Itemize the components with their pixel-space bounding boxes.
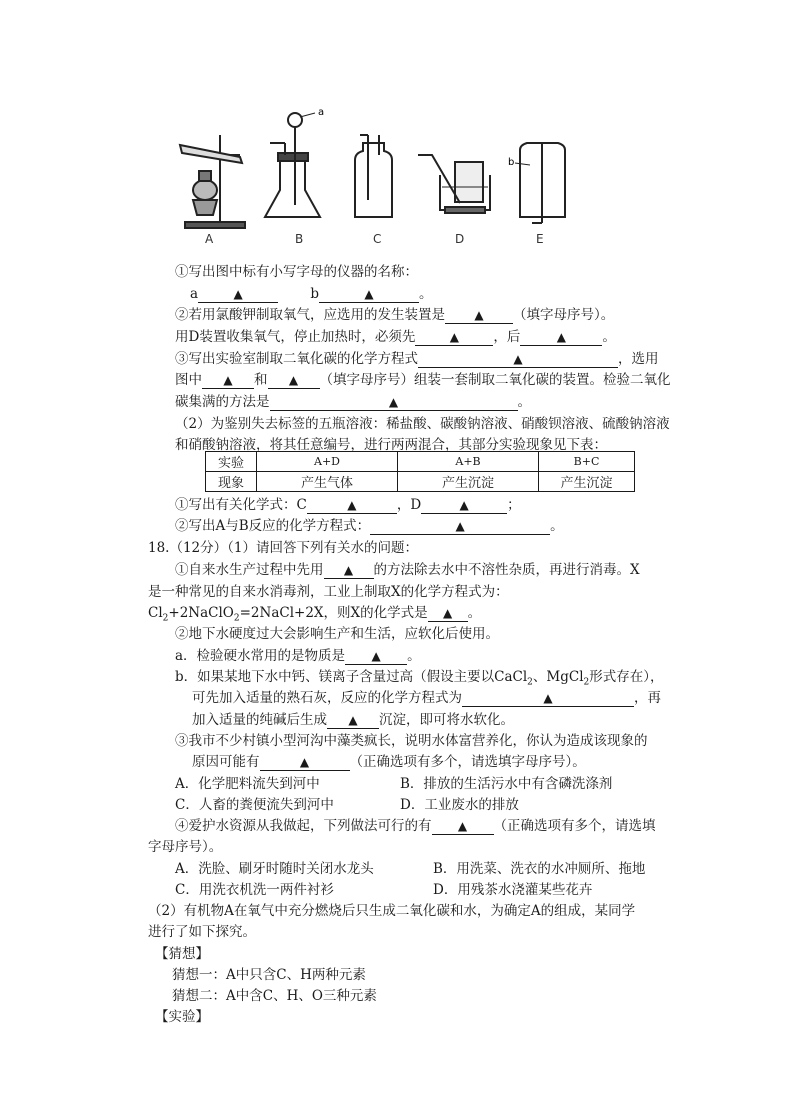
apparatus-figure — [170, 105, 570, 255]
answer-blank[interactable]: ▲ — [462, 689, 634, 707]
q17-p4: ③写出实验室制取二氧化碳的化学方程式 ▲ ，选用 — [175, 351, 659, 367]
q17-p1: ①写出图中标有小写字母的仪器的名称： — [175, 264, 418, 280]
q17-p7: （2）为鉴别失去标签的五瓶溶液：稀盐酸、碳酸钠溶液、硝酸钡溶液、硫酸钠溶液 — [175, 416, 670, 432]
answer-blank[interactable]: ▲ — [428, 604, 468, 622]
q18-l7: b．如果某地下水中钙、镁离子含量过高（假设主要以CaCl$_2$、MgCl$_2$形式存在）， — [175, 669, 664, 688]
q17-p9: ①写出有关化学式：C ▲ ，D ▲ ； — [175, 497, 521, 513]
q18-opt2-d: D．用残茶水浇灌某些花卉 — [433, 882, 593, 898]
answer-blank[interactable]: ▲ — [345, 647, 407, 665]
q18-l18: （2）有机物A在氧气中充分燃烧后只生成二氧化碳和水，为确定A的组成，某同学 — [148, 903, 636, 919]
q18-opt-d: D．工业废水的排放 — [400, 797, 519, 813]
label-a: A — [205, 232, 214, 246]
q17-p3: 用D装置收集氧气，停止加热时，必须先 ▲ ，后 ▲ 。 — [175, 329, 616, 345]
q17-p1-answers: a ▲ b ▲ 。 — [190, 286, 433, 302]
apparatus-a — [180, 135, 245, 228]
q18-l4: $Cl_2+2NaClO_2=2NaCl+2X$，则X的化学式是 ▲ 。 — [148, 605, 482, 624]
answer-blank[interactable]: ▲ — [327, 711, 379, 729]
apparatus-b — [265, 113, 320, 217]
q18-l14: ④爱护水资源从我做起，下列做法可行的有 ▲ （正确选项有多个，请选填 — [175, 818, 656, 834]
answer-blank[interactable]: ▲ — [319, 285, 419, 303]
answer-blank[interactable]: ▲ — [268, 371, 320, 389]
q18-l11: 原因可能有 ▲ （正确选项有多个，请选填字母序号）。 — [192, 754, 586, 770]
q18-l2: ①自来水生产过程中先用 ▲ 的方法除去水中不溶性杂质，再进行消毒。X — [175, 562, 640, 578]
answer-blank[interactable]: ▲ — [270, 393, 518, 411]
q18-opt2-a: A．洗脸、刷牙时随时关闭水龙头 — [175, 861, 374, 877]
label-e: E — [536, 232, 544, 246]
q18-l6: a．检验硬水常用的是物质是 ▲ 。 — [175, 648, 421, 664]
q18-opt2-b: B．用洗菜、洗衣的水冲厕所、拖地 — [433, 861, 646, 877]
answer-blank[interactable]: ▲ — [445, 306, 513, 324]
experiment-table — [205, 451, 635, 492]
table-row: 实验 A+D A+B B+C — [206, 452, 635, 472]
q18-l8: 可先加入适量的熟石灰，反应的化学方程式为 ▲ ，再 — [192, 690, 661, 706]
answer-blank[interactable]: ▲ — [418, 350, 618, 368]
answer-blank[interactable]: ▲ — [198, 285, 278, 303]
q17-p8: 和硝酸钠溶液，将其任意编号，进行两两混合，其部分实验现象见下表： — [175, 437, 607, 453]
q18-l15: 字母序号）。 — [148, 839, 223, 855]
answer-blank[interactable]: ▲ — [432, 817, 494, 835]
q17-p6: 碳集满的方法是 ▲ 。 — [175, 394, 531, 410]
q18-opt-c: C．人畜的粪便流失到河中 — [175, 797, 334, 813]
answer-blank[interactable]: ▲ — [307, 496, 397, 514]
q18-l5: ②地下水硬度过大会影响生产和生活，应软化后使用。 — [175, 626, 499, 642]
guess-two: 猜想二：A中含C、H、O三种元素 — [172, 988, 377, 1004]
answer-blank[interactable]: ▲ — [260, 753, 350, 771]
answer-blank[interactable]: ▲ — [520, 328, 602, 346]
q17-p5: 图中 ▲ 和 ▲ （填字母序号）组装一套制取二氧化碳的装置。检验二氧化 — [175, 372, 671, 388]
section-experiment: 【实验】 — [155, 1009, 209, 1025]
label-d: D — [455, 232, 465, 246]
mark-b: b — [508, 157, 515, 168]
apparatus-c — [355, 135, 392, 217]
answer-blank[interactable]: ▲ — [415, 328, 493, 346]
apparatus-d — [418, 155, 490, 213]
q17-p10: ②写出A与B反应的化学方程式： ▲ 。 — [175, 518, 564, 534]
q18-l19: 进行了如下探究。 — [148, 924, 256, 940]
label-b: B — [295, 232, 304, 246]
q18-opt-a: A．化学肥料流失到河中 — [175, 776, 320, 792]
table-row: 现象 产生气体 产生沉淀 产生沉淀 — [206, 472, 635, 492]
answer-blank[interactable]: ▲ — [370, 517, 550, 535]
guess-one: 猜想一：A中只含C、H两种元素 — [172, 967, 366, 983]
section-guess: 【猜想】 — [155, 946, 209, 962]
apparatus-e — [515, 143, 565, 223]
q18-opt2-c: C．用洗衣机洗一两件衬衫 — [175, 882, 334, 898]
q18-l10: ③我市不少村镇小型河沟中藻类疯长，说明水体富营养化，你认为造成该现象的 — [175, 733, 648, 749]
q18-l9: 加入适量的纯碱后生成 ▲ 沉淀，即可将水软化。 — [192, 712, 514, 728]
mark-a: a — [318, 107, 325, 118]
q18-l3: 是一种常见的自来水消毒剂，工业上制取X的化学方程式为： — [148, 584, 509, 600]
label-c: C — [373, 232, 382, 246]
answer-blank[interactable]: ▲ — [202, 371, 254, 389]
q17-p2: ②若用氯酸钾制取氧气，应选用的发生装置是 ▲ （填字母序号）。 — [175, 307, 615, 323]
answer-blank[interactable]: ▲ — [421, 496, 507, 514]
answer-blank[interactable]: ▲ — [324, 561, 374, 579]
q18-opt-b: B．排放的生活污水中有含磷洗涤剂 — [400, 776, 613, 792]
q18-title: 18.（12分）（1）请回答下列有关水的问题： — [148, 540, 418, 556]
